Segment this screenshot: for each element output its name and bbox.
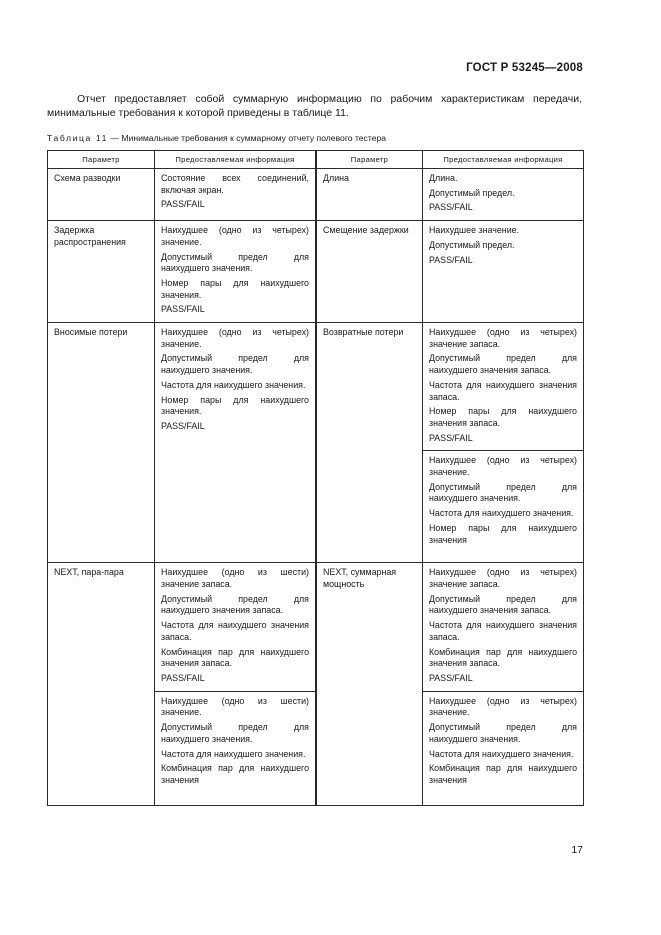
info-line: Частота для наихудшего значения запаса.: [429, 379, 577, 402]
param-cell: Схема разводки: [48, 169, 155, 221]
info-line: Допустимый предел для наихудшего значения запаса.: [429, 593, 577, 616]
info-cell: [155, 691, 316, 805]
param-cell: Длина: [317, 169, 423, 221]
info-cell: [155, 323, 316, 563]
info-line: Допустимый предел для наихудшего значения.: [429, 722, 577, 744]
info-cell: [423, 691, 584, 805]
info-cell: [423, 323, 584, 451]
table-row: [48, 323, 584, 451]
info-line: Наихудшее значение.: [429, 225, 520, 236]
info-line: Комбинация пар для наихудшего значения запаса.: [161, 646, 309, 669]
info-line: Наихудшее (одно из четырех) значение.: [161, 327, 309, 349]
table-row: [48, 221, 584, 323]
info-cell: [423, 563, 584, 691]
info-line: PASS/FAIL: [161, 420, 205, 431]
info-line: Состояние всех соединений, включая экран.: [161, 173, 309, 195]
info-line: Комбинация пар для наихудшего значения запаса.: [429, 646, 577, 669]
info-line: Наихудшее (одно из четырех) значение.: [429, 695, 577, 718]
param-cell: NEXT, суммарная мощность: [317, 563, 423, 805]
info-line: Номер пары для наихудшего значения запаса.: [429, 406, 577, 428]
info-line: Допустимый предел для наихудшего значения.: [161, 722, 309, 744]
info-line: Наихудшее (одно из шести) значение.: [161, 695, 309, 718]
info-line: Наихудшее (одно из четырех) значение.: [429, 455, 577, 478]
info-cell: [155, 169, 316, 221]
info-line: Частота для наихудшего значения запаса.: [429, 620, 577, 642]
info-line: PASS/FAIL: [161, 199, 205, 210]
header-param-left: Параметр: [48, 151, 155, 169]
page-number: 17: [571, 844, 583, 856]
info-line: Допустимый предел для наихудшего значения запаса.: [161, 593, 309, 616]
info-line: Наихудшее (одно из четырех) значение.: [161, 225, 309, 247]
info-line: Номер пары для наихудшего значения: [429, 522, 577, 545]
param-cell: Возвратные потери: [317, 323, 423, 563]
table-header-row: [48, 151, 584, 169]
table-caption-label: Таблица 11: [47, 133, 109, 143]
requirements-table: [47, 150, 584, 806]
info-cell: [155, 221, 316, 323]
info-line: Частота для наихудшего значения.: [429, 748, 574, 759]
info-line: Длина.: [429, 173, 458, 183]
param-cell: Задержка распространения: [48, 221, 155, 323]
info-line: Допустимый предел для наихудшего значения.: [429, 481, 577, 504]
header-param-right: Параметр: [317, 151, 423, 169]
info-line: Допустимый предел для наихудшего значения.: [161, 251, 309, 274]
info-line: Допустимый предел.: [429, 239, 515, 250]
param-cell: Вносимые потери: [48, 323, 155, 563]
info-line: Комбинация пар для наихудшего значения: [161, 763, 309, 785]
info-line: Допустимый предел.: [429, 187, 515, 198]
info-line: Частота для наихудшего значения.: [161, 379, 306, 390]
header-info-right: Предоставляемая информация: [423, 151, 584, 169]
info-line: Допустимый предел для наихудшего значения.: [161, 353, 309, 376]
param-cell: Смещение задержки: [317, 221, 423, 323]
info-cell: [423, 221, 584, 323]
table-caption: [47, 133, 386, 143]
info-line: Наихудшее (одно из четырех) значение запаса.: [429, 567, 577, 590]
info-line: Частота для наихудшего значения.: [429, 508, 574, 519]
table-row: [48, 169, 584, 221]
table-row: [48, 563, 584, 691]
info-line: Частота для наихудшего значения запаса.: [161, 620, 309, 642]
intro-paragraph: Отчет предоставляет собой суммарную информацию по рабочим характеристикам передачи, минимальные требования к которой приведены в таблице 11.: [47, 93, 582, 119]
info-line: PASS/FAIL: [429, 672, 473, 683]
header-info-left: Предоставляемая информация: [155, 151, 316, 169]
info-cell: [155, 563, 316, 691]
info-line: PASS/FAIL: [429, 432, 473, 443]
info-cell: [423, 451, 584, 563]
info-line: Наихудшее (одно из шести) значение запаса.: [161, 567, 309, 590]
info-cell: [423, 169, 584, 221]
info-line: Номер пары для наихудшего значения.: [161, 394, 309, 417]
info-line: PASS/FAIL: [161, 304, 205, 315]
info-line: PASS/FAIL: [429, 254, 473, 265]
info-line: Номер пары для наихудшего значения.: [161, 277, 309, 300]
table-caption-text: — Минимальные требования к суммарному отчету полевого тестера: [108, 133, 387, 143]
info-line: PASS/FAIL: [161, 672, 205, 683]
info-line: Наихудшее (одно из четырех) значение запаса.: [429, 327, 577, 349]
info-line: Допустимый предел для наихудшего значения запаса.: [429, 353, 577, 376]
standard-designation: ГОСТ Р 53245—2008: [466, 62, 583, 74]
info-line: PASS/FAIL: [429, 202, 473, 213]
info-line: Частота для наихудшего значения.: [161, 748, 306, 759]
param-cell: NEXT, пара-пара: [48, 563, 155, 805]
info-line: Комбинация пар для наихудшего значения: [429, 763, 577, 785]
